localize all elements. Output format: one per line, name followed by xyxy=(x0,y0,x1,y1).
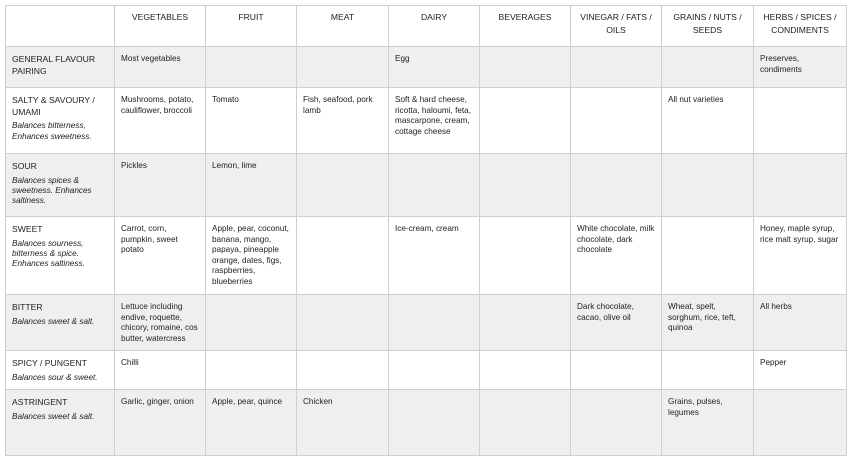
cell-text: Lettuce including endive, roquette, chicory, romaine, cos butter, watercress xyxy=(121,302,198,343)
flavour-pairing-table-container xyxy=(5,5,846,455)
table-cell xyxy=(662,154,754,217)
header-cell-dairy: DAIRY xyxy=(389,6,480,47)
table-cell xyxy=(571,295,662,351)
table-cell xyxy=(480,47,571,88)
table-row-bitter xyxy=(6,295,847,351)
table-cell xyxy=(480,88,571,154)
row-note: Balances sweet & salt. xyxy=(12,316,95,326)
row-header xyxy=(6,351,115,390)
row-note: Balances spices & sweetness. Enhances saltiness. xyxy=(12,175,92,206)
table-cell xyxy=(662,295,754,351)
header-cell-fruit: FRUIT xyxy=(206,6,297,47)
table-cell xyxy=(754,351,847,390)
table-cell xyxy=(480,154,571,217)
table-cell xyxy=(115,390,206,456)
table-cell xyxy=(571,390,662,456)
table-cell xyxy=(297,351,389,390)
table-cell xyxy=(480,217,571,295)
table-cell xyxy=(480,351,571,390)
cell-text: Ice-cream, cream xyxy=(395,224,459,233)
cell-text: Chilli xyxy=(121,358,139,367)
table-cell xyxy=(754,88,847,154)
table-cell xyxy=(297,88,389,154)
table-cell xyxy=(571,154,662,217)
table-cell xyxy=(389,295,480,351)
row-note: Balances sweet & salt. xyxy=(12,411,95,421)
row-header xyxy=(6,217,115,295)
row-header xyxy=(6,47,115,88)
cell-text: Lemon, lime xyxy=(212,161,257,170)
row-label: SOUR xyxy=(12,161,37,171)
table-cell xyxy=(389,88,480,154)
table-cell xyxy=(754,47,847,88)
table-cell xyxy=(115,351,206,390)
row-note: Balances sour & sweet. xyxy=(12,372,98,382)
header-cell-beverages: BEVERAGES xyxy=(480,6,571,47)
table-cell xyxy=(297,390,389,456)
table-cell xyxy=(480,390,571,456)
row-note: Balances bitterness, Enhances sweetness. xyxy=(12,121,92,141)
header-cell-vinegar-fats-oils: VINEGAR / FATS / OILS xyxy=(571,6,662,47)
table-row-salty-savoury-umami xyxy=(6,88,847,154)
table-cell xyxy=(571,47,662,88)
table-cell xyxy=(115,47,206,88)
cell-text: Chicken xyxy=(303,397,333,406)
row-label: SPICY / PUNGENT xyxy=(12,358,87,368)
table-cell xyxy=(115,295,206,351)
table-row-sweet xyxy=(6,217,847,295)
table-cell xyxy=(206,154,297,217)
table-cell xyxy=(115,154,206,217)
table-cell xyxy=(571,217,662,295)
cell-text: Mushrooms, potato, cauliflower, broccoli xyxy=(121,95,194,115)
table-row-sour xyxy=(6,154,847,217)
table-cell xyxy=(297,217,389,295)
cell-text: Grains, pulses, legumes xyxy=(668,397,723,417)
cell-text: Garlic, ginger, onion xyxy=(121,397,194,406)
table-cell xyxy=(115,217,206,295)
cell-text: Carrot, corn, pumpkin, sweet potato xyxy=(121,224,178,255)
flavour-pairing-table xyxy=(5,5,847,456)
table-cell xyxy=(571,88,662,154)
header-cell-grains-nuts-seeds: GRAINS / NUTS / SEEDS xyxy=(662,6,754,47)
table-cell xyxy=(206,351,297,390)
row-label: SALTY & SAVOURY / UMAMI xyxy=(12,95,95,117)
table-cell xyxy=(662,47,754,88)
cell-text: White chocolate, milk chocolate, dark chocolate xyxy=(577,224,655,255)
table-row-general-flavour-pairing xyxy=(6,47,847,88)
table-cell xyxy=(297,154,389,217)
table-cell xyxy=(389,351,480,390)
cell-text: Honey, maple syrup, rice malt syrup, sugar xyxy=(760,224,839,244)
table-cell xyxy=(389,47,480,88)
table-row-spicy-pungent xyxy=(6,351,847,390)
table-cell xyxy=(389,217,480,295)
table-cell xyxy=(206,88,297,154)
cell-text: Soft & hard cheese, ricotta, haloumi, feta, mascarpone, cream, cottage cheese xyxy=(395,95,471,136)
row-header xyxy=(6,154,115,217)
header-row xyxy=(6,6,847,47)
row-header xyxy=(6,390,115,456)
table-cell xyxy=(662,351,754,390)
table-cell xyxy=(571,351,662,390)
header-cell-vegetables: VEGETABLES xyxy=(115,6,206,47)
table-cell xyxy=(206,295,297,351)
table-cell xyxy=(662,217,754,295)
cell-text: Apple, pear, coconut, banana, mango, papaya, pineapple orange, dates, figs, raspberries, blueberries xyxy=(212,224,289,286)
cell-text: All herbs xyxy=(760,302,792,311)
table-cell xyxy=(297,47,389,88)
header-cell-meat: MEAT xyxy=(297,6,389,47)
table-cell xyxy=(754,154,847,217)
row-header xyxy=(6,295,115,351)
table-cell xyxy=(662,390,754,456)
table-cell xyxy=(662,88,754,154)
table-cell xyxy=(389,390,480,456)
cell-text: Egg xyxy=(395,54,410,63)
cell-text: Fish, seafood, pork lamb xyxy=(303,95,373,115)
table-cell xyxy=(480,295,571,351)
cell-text: Apple, pear, quince xyxy=(212,397,283,406)
cell-text: Tomato xyxy=(212,95,239,104)
cell-text: All nut varieties xyxy=(668,95,724,104)
table-row-astringent xyxy=(6,390,847,456)
table-cell xyxy=(206,217,297,295)
table-cell xyxy=(206,47,297,88)
table-cell xyxy=(754,217,847,295)
table-cell xyxy=(389,154,480,217)
cell-text: Dark chocolate, cacao, olive oil xyxy=(577,302,634,322)
header-cell-corner xyxy=(6,6,115,47)
row-note: Balances sourness, bitterness & spice. Enhances saltiness. xyxy=(12,238,85,269)
row-label: BITTER xyxy=(12,302,43,312)
table-cell xyxy=(754,295,847,351)
row-label: SWEET xyxy=(12,224,43,234)
table-cell xyxy=(754,390,847,456)
table-cell xyxy=(206,390,297,456)
table-cell xyxy=(297,295,389,351)
row-label: ASTRINGENT xyxy=(12,397,68,407)
table-cell xyxy=(115,88,206,154)
row-header xyxy=(6,88,115,154)
cell-text: Preserves, condiments xyxy=(760,54,802,74)
row-label: GENERAL FLAVOUR PAIRING xyxy=(12,54,96,76)
header-cell-herbs-spices-condiments: HERBS / SPICES / CONDIMENTS xyxy=(754,6,847,47)
cell-text: Wheat, spelt, sorghum, rice, teft, quinoa xyxy=(668,302,736,333)
cell-text: Most vegetables xyxy=(121,54,181,63)
cell-text: Pepper xyxy=(760,358,787,367)
cell-text: Pickles xyxy=(121,161,147,170)
